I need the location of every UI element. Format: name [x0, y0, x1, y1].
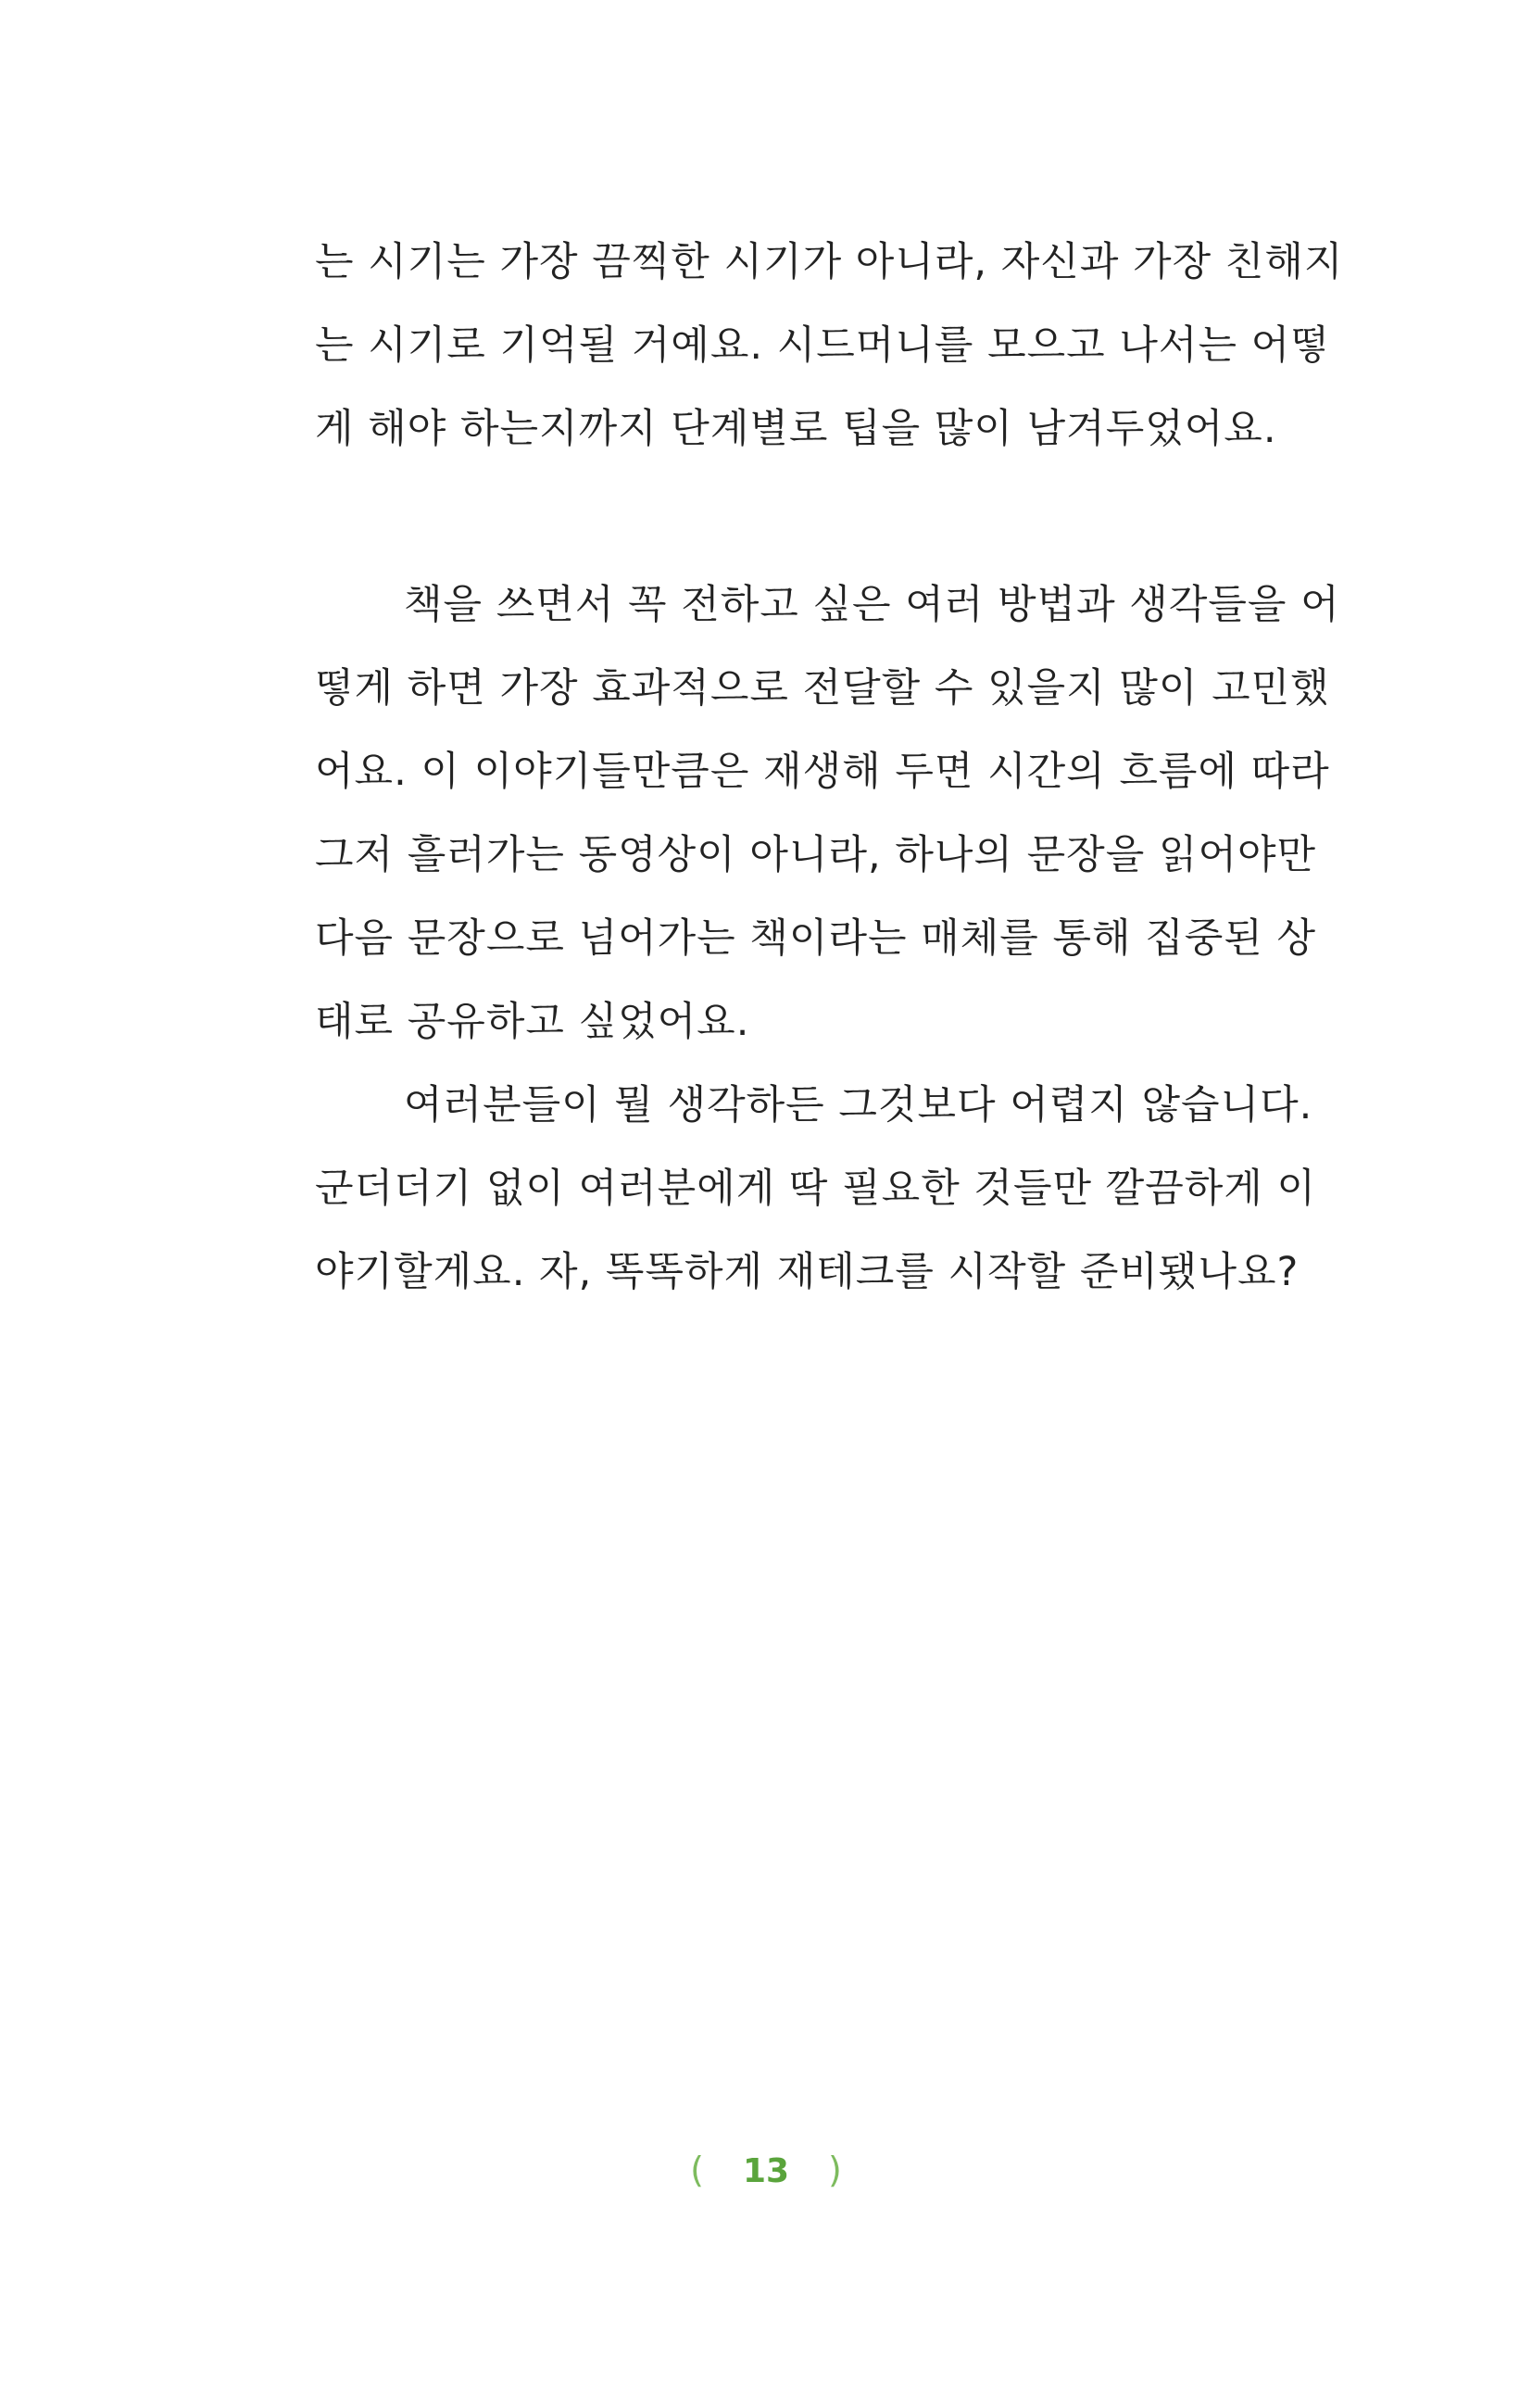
page-body — [315, 221, 1344, 1314]
paragraph-1 — [315, 221, 1344, 471]
page-number-open-paren: ( — [690, 2150, 704, 2190]
page-number-value: 13 — [742, 2152, 790, 2190]
paragraph-line: 는 시기는 가장 끔찍한 시기가 아니라, 자신과 가장 친해지 — [315, 239, 1344, 285]
paragraph-line: 떻게 하면 가장 효과적으로 전달할 수 있을지 많이 고민했 — [315, 665, 1330, 712]
paragraph-line: 는 시기로 기억될 거예요. 시드머니를 모으고 나서는 어떻 — [315, 322, 1330, 369]
paragraph-spacer — [315, 471, 1299, 563]
page-number — [0, 2150, 1532, 2190]
paragraph-line: 군더더기 없이 여러분에게 딱 필요한 것들만 깔끔하게 이 — [315, 1166, 1317, 1212]
paragraph-line: 그저 흘러가는 동영상이 아니라, 하나의 문장을 읽어야만 — [315, 832, 1317, 878]
paragraph-line: 다음 문장으로 넘어가는 책이라는 매체를 통해 집중된 상 — [315, 915, 1317, 962]
paragraph-3 — [315, 1064, 1317, 1314]
paragraph-2 — [315, 563, 1340, 1064]
paragraph-line: 책을 쓰면서 꼭 전하고 싶은 여러 방법과 생각들을 어 — [404, 582, 1340, 628]
paragraph-line: 야기할게요. 자, 똑똑하게 재테크를 시작할 준비됐나요? — [315, 1249, 1300, 1295]
paragraph-line: 어요. 이 이야기들만큼은 재생해 두면 시간의 흐름에 따라 — [315, 749, 1330, 795]
paragraph-line: 게 해야 하는지까지 단계별로 팁을 많이 남겨두었어요. — [315, 406, 1277, 452]
paragraph-line: 여러분들이 뭘 생각하든 그것보다 어렵지 않습니다. — [404, 1082, 1313, 1128]
paragraph-line: 태로 공유하고 싶었어요. — [315, 999, 750, 1045]
page-number-close-paren: ) — [828, 2150, 842, 2190]
